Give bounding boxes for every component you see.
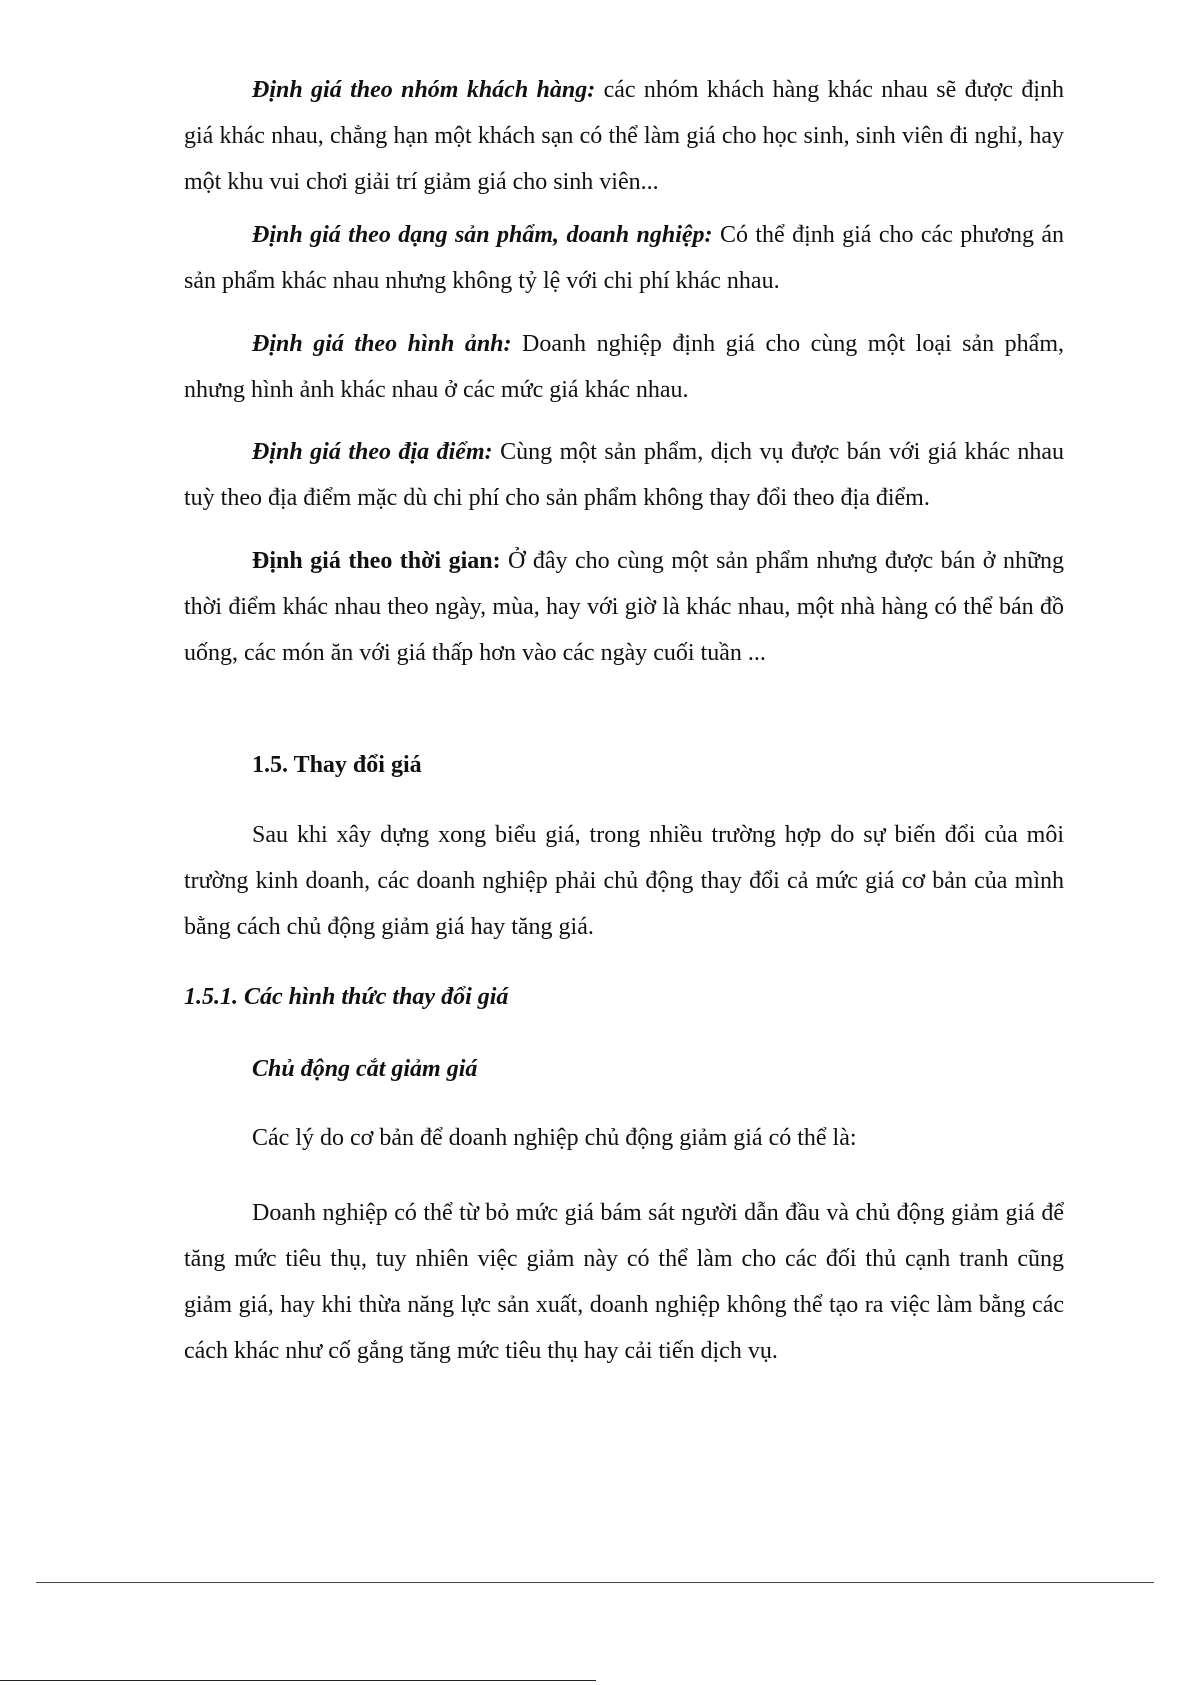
section-paragraph: Sau khi xây dựng xong biểu giá, trong nhiều trường hợp do sự biến đổi của môi trường kinh doanh, các doanh nghiệp phải chủ động thay đổi cả mức giá cơ bản của mình bằng cách chủ động giảm giá hay tăng giá. [184,822,1064,940]
paragraph-text: Ở đây cho cùng một sản phẩm nhưng được bán ở những thời điểm khác nhau theo ngày, mùa, hay với giờ là khác nhau, một nhà hàng có thể bán đồ uống, các món ăn với giá thấp hơn vào các ngày cuối tuần ... [184,548,1064,666]
sub-subheading-block [184,1046,1064,1092]
paragraph-text: Doanh nghiệp định giá cho cùng một loại sản phẩm, nhưng hình ảnh khác nhau ở các mức giá khác nhau. [184,331,1064,403]
paragraph-lead: Định giá theo địa điểm: [252,439,493,465]
paragraph [184,429,1064,521]
paragraph-text: Có thể định giá cho các phương án sản phẩm khác nhau nhưng không tỷ lệ với chi phí khác nhau. [184,222,1064,294]
reasons-paragraph-block [184,1190,1064,1374]
sub-subheading: Chủ động cắt giảm giá [252,1056,478,1082]
pricing-by-product-form [184,212,1064,304]
section-heading-block [184,742,1064,788]
section-paragraph-block [184,812,1064,950]
paragraph-lead: Định giá theo dạng sản phẩm, doanh nghiệp: [252,222,713,248]
paragraph-lead: Định giá theo thời gian: [252,548,501,574]
pricing-by-image [184,321,1064,413]
reasons-paragraph: Doanh nghiệp có thể từ bỏ mức giá bám sát người dẫn đầu và chủ động giảm giá để tăng mức tiêu thụ, tuy nhiên việc giảm này có thể làm cho các đối thủ cạnh tranh cũng giảm giá, hay khi thừa năng lực sản xuất, doanh nghiệp không thể tạo ra việc làm bằng các cách khác như cố gắng tăng mức tiêu thụ hay cải tiến dịch vụ. [184,1200,1064,1364]
subsection-heading: 1.5.1. Các hình thức thay đổi giá [184,984,509,1010]
paragraph-text: Cùng một sản phẩm, dịch vụ được bán với giá khác nhau tuỳ theo địa điểm mặc dù chi phí cho sản phẩm không thay đổi theo địa điểm. [184,439,1064,511]
paragraph [184,321,1064,413]
pricing-by-customer-group [184,67,1064,205]
paragraph [184,538,1064,676]
paragraph-lead: Định giá theo hình ảnh: [252,331,512,357]
subsection-heading-block [184,974,1064,1020]
paragraph [184,212,1064,304]
pricing-by-time [184,538,1064,676]
section-heading: 1.5. Thay đổi giá [252,752,422,778]
pricing-by-location [184,429,1064,521]
reasons-intro: Các lý do cơ bản để doanh nghiệp chủ động giảm giá có thể là: [252,1125,857,1151]
footer-divider [36,1582,1154,1583]
paragraph-text: các nhóm khách hàng khác nhau sẽ được định giá khác nhau, chẳng hạn một khách sạn có thể làm giá cho học sinh, sinh viên đi nghỉ, hay một khu vui chơi giải trí giảm giá cho sinh viên... [184,77,1064,195]
paragraph [184,67,1064,205]
reasons-intro-block [184,1115,1064,1161]
paragraph-lead: Định giá theo nhóm khách hàng: [252,77,596,103]
bottom-divider [0,1680,596,1681]
